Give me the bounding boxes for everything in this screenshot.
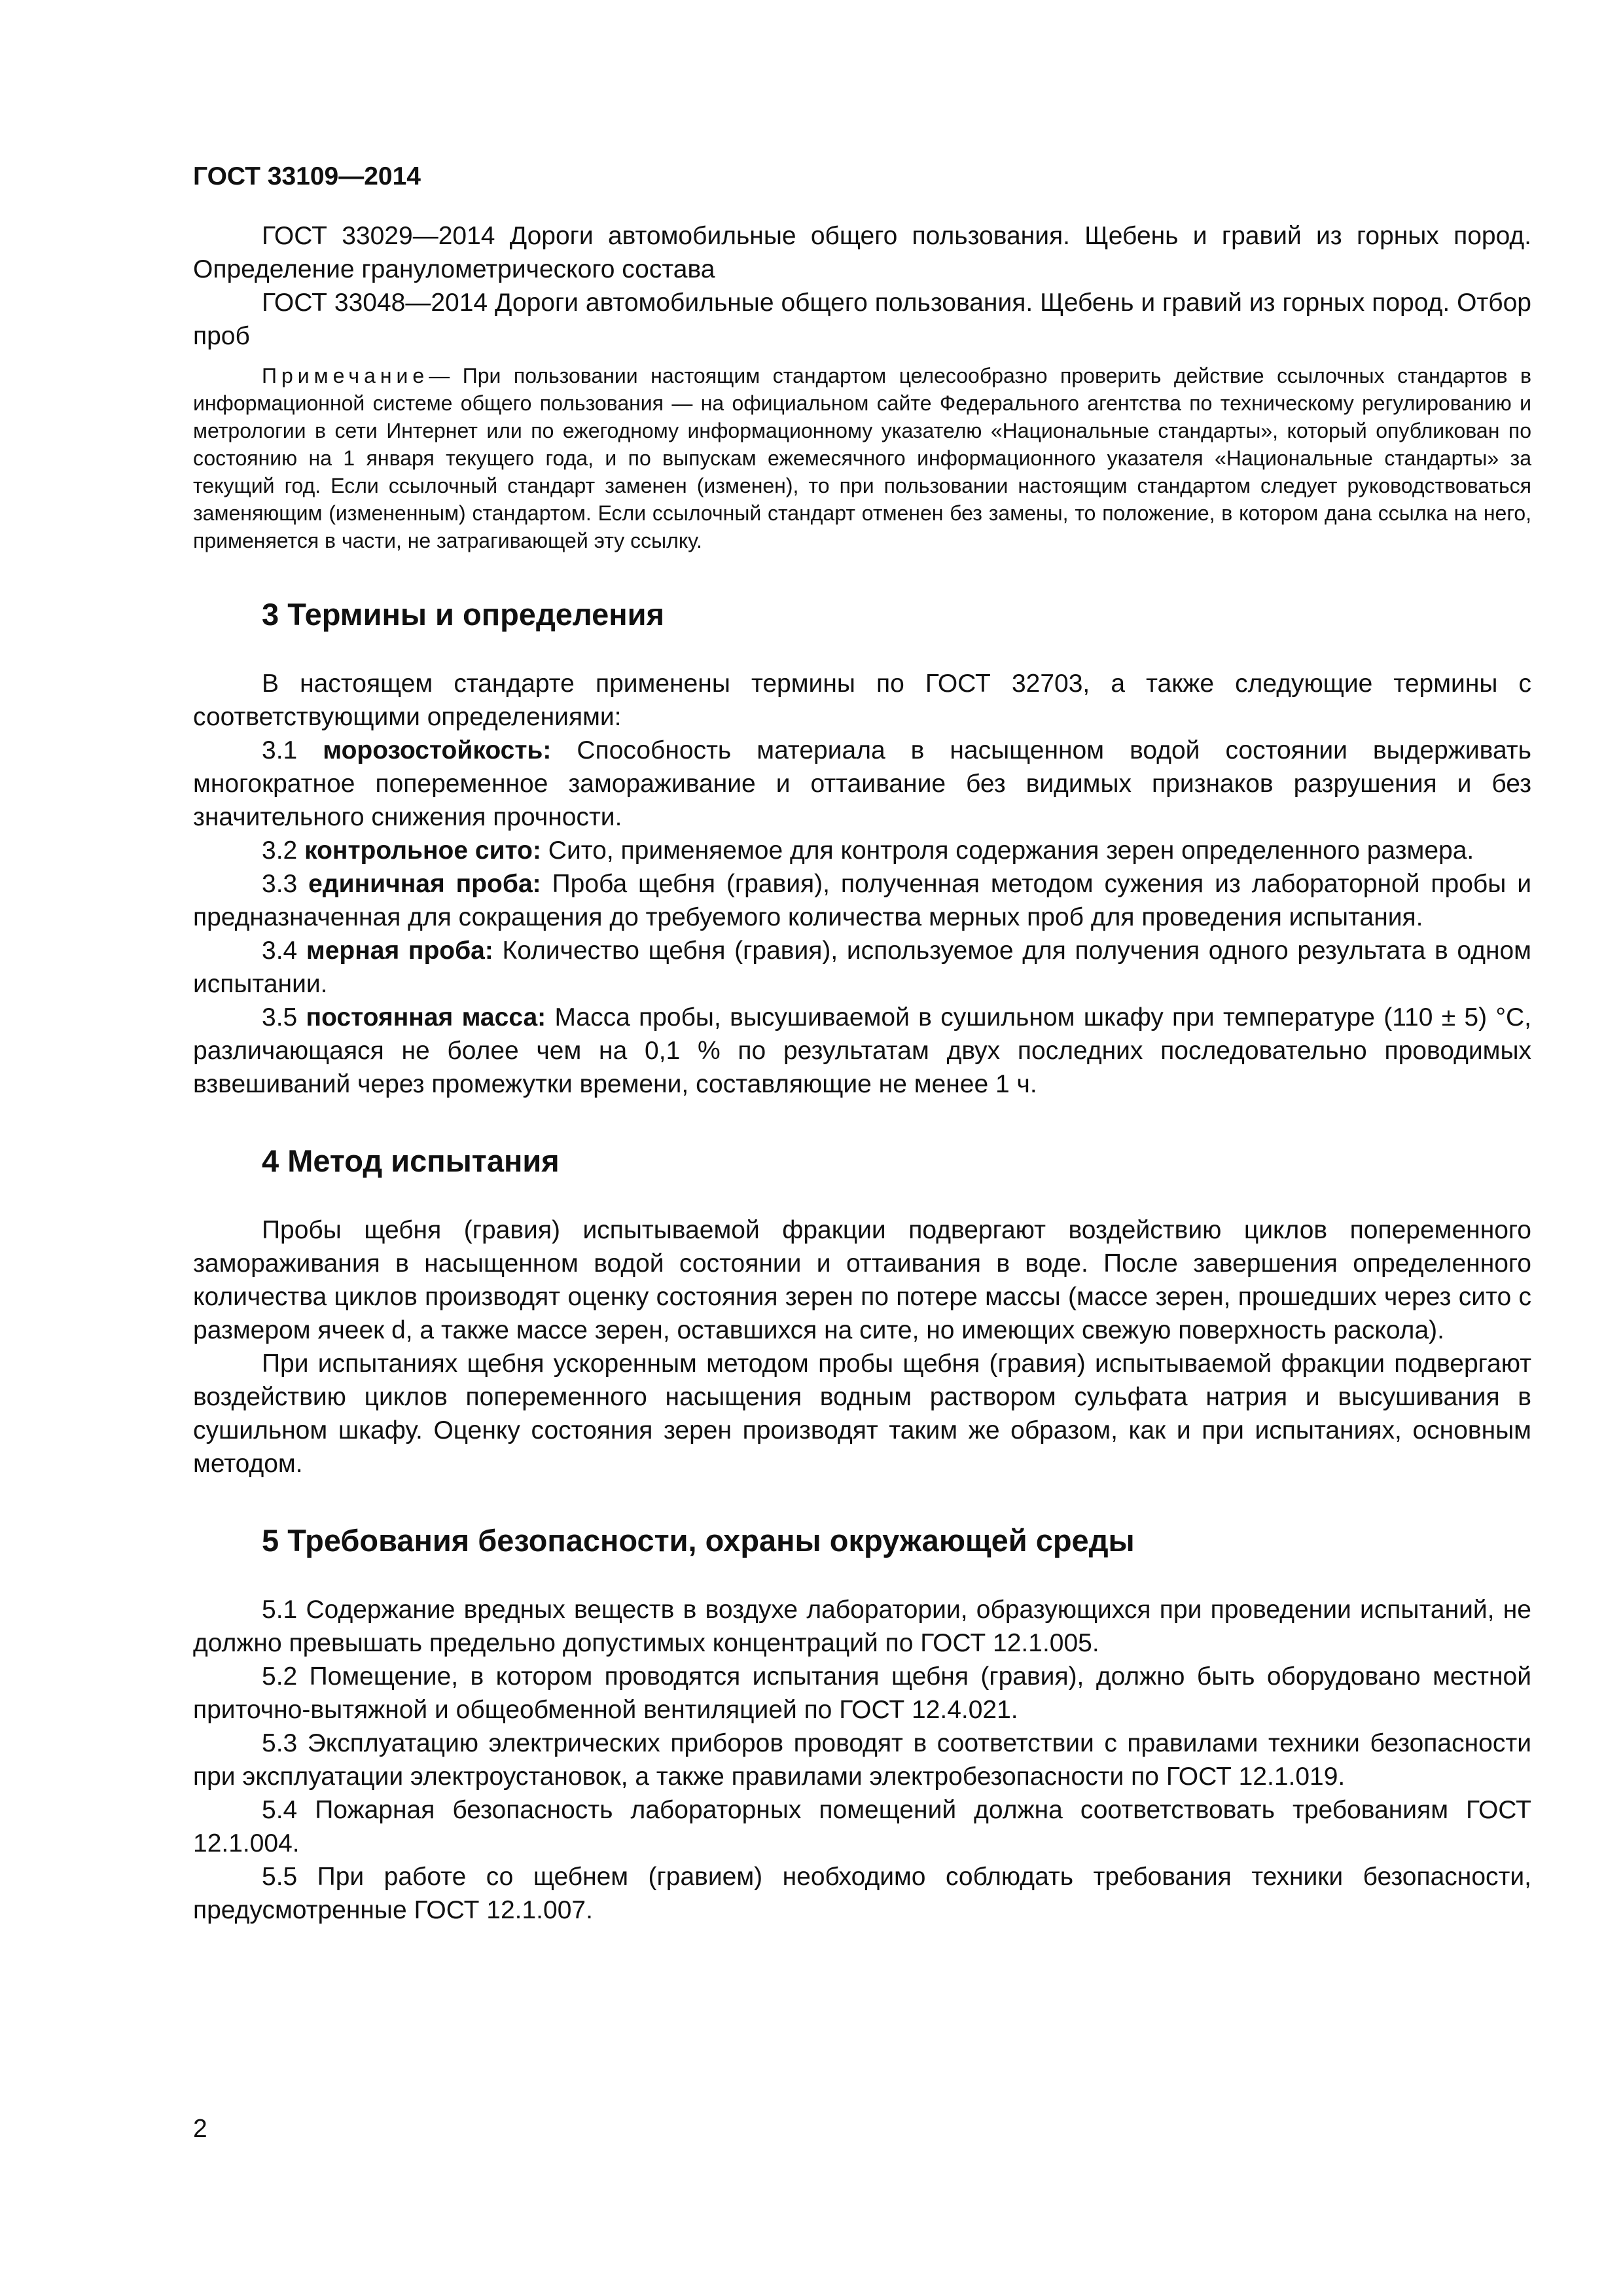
section-4-paragraph-1: Пробы щебня (гравия) испытываемой фракции подвергают воздействию циклов попеременного замораживания в насыщенном водой состоянии и оттаивания в воде. После завершения определенного количества циклов производят оценку состояния зерен по потере массы (массе зерен, прошедших через сито с размером ячеек d, а также массе зерен, оставшихся на сите, но имеющих свежую поверхность раскола). [193,1216,1531,1344]
note-text: — При пользовании настоящим стандартом целесообразно проверить действие ссылочных стандартов в информационной системе общего пользования — на официальном сайте Федерального агентства по техническому регулированию и метрологии в сети Интернет или по ежегодному информационному указателю «Национальные стандарты», который опубликован по состоянию на 1 января текущего года, и по выпускам ежемесячного информационного указателя «Национальные стандарты» за текущий год. Если ссылочный стандарт заменен (изменен), то при пользовании настоящим стандартом следует руководствоваться заменяющим (измененным) стандартом. Если ссылочный стандарт отменен без замены, то положение, в котором дана ссылка на него, применяется в части, не затрагивающей эту ссылку. [193,364,1531,552]
term-number: 3.2 [262,836,298,865]
term-3-1 [193,734,1531,834]
section-4-title: 4 Метод испытания [262,1143,560,1178]
section-5-title: 5 Требования безопасности, охраны окружающей среды [262,1523,1135,1558]
term-3-4 [193,934,1531,1001]
term-name: контрольное сито: [304,836,541,865]
section-3-intro: В настоящем стандарте применены термины по ГОСТ 32703, а также следующие термины с соответствующими определениями: [193,670,1531,731]
term-number: 3.5 [262,1003,298,1031]
term-name: мерная проба: [306,937,493,965]
term-definition: Масса пробы, высушиваемой в сушильном шкафу при температуре (110 ± 5) °С, различающаяся не более чем на 0,1 % по результатам двух последних последовательно проводимых взвешиваний через промежутки времени, составляющие не менее 1 ч. [193,1003,1531,1098]
section-5-2: 5.2 Помещение, в котором проводятся испытания щебня (гравия), должно быть оборудовано местной приточно-вытяжной и общеобменной вентиляцией по ГОСТ 12.4.021. [193,1662,1531,1724]
reference-gost-33029: ГОСТ 33029—2014 Дороги автомобильные общего пользования. Щебень и гравий из горных пород. Определение гранулометрического состава [193,222,1531,283]
term-3-3 [193,867,1531,934]
term-name: единичная проба: [308,870,541,898]
term-definition: Сито, применяемое для контроля содержания зерен определенного размера. [548,836,1474,865]
term-3-5 [193,1001,1531,1101]
section-5-4: 5.4 Пожарная безопасность лабораторных помещений должна соответствовать требованиям ГОСТ 12.1.004. [193,1796,1531,1857]
section-4-paragraph-2: При испытаниях щебня ускоренным методом пробы щебня (гравия) испытываемой фракции подвергают воздействию циклов попеременного насыщения водным раствором сульфата натрия и высушивания в сушильном шкафу. Оценку состояния зерен производят таким же образом, как и при испытаниях, основным методом. [193,1350,1531,1478]
term-definition: Способность материала в насыщенном водой состоянии выдерживать многократное попеременное замораживание и оттаивание без видимых признаков разрушения и без значительного снижения прочности. [193,736,1531,831]
page-number: 2 [193,2115,207,2143]
term-number: 3.3 [262,870,298,898]
term-name: морозостойкость: [323,736,552,764]
term-number: 3.4 [262,937,298,965]
section-5-3: 5.3 Эксплуатацию электрических приборов проводят в соответствии с правилами техники безопасности при эксплуатации электроустановок, а также правилами электробезопасности по ГОСТ 12.1.019. [193,1729,1531,1791]
term-number: 3.1 [262,736,298,764]
term-name: постоянная масса: [306,1003,546,1031]
note-label: Примечание [262,364,429,387]
reference-gost-33048: ГОСТ 33048—2014 Дороги автомобильные общего пользования. Щебень и гравий из горных пород. Отбор проб [193,289,1531,350]
term-3-2 [193,834,1531,867]
term-definition: Количество щебня (гравия), используемое для получения одного результата в одном испытании. [193,937,1531,998]
document-id: ГОСТ 33109—2014 [193,162,421,190]
section-5-5: 5.5 При работе со щебнем (гравием) необходимо соблюдать требования техники безопасности, предусмотренные ГОСТ 12.1.007. [193,1863,1531,1924]
section-3-title: 3 Термины и определения [262,597,664,632]
section-5-1: 5.1 Содержание вредных веществ в воздухе лаборатории, образующихся при проведении испытаний, не должно превышать предельно допустимых концентраций по ГОСТ 12.1.005. [193,1596,1531,1657]
note-paragraph [193,362,1531,554]
term-definition: Проба щебня (гравия), полученная методом сужения из лабораторной пробы и предназначенная для сокращения до требуемого количества мерных проб для проведения испытания. [193,870,1532,931]
document-page [193,160,1531,1927]
